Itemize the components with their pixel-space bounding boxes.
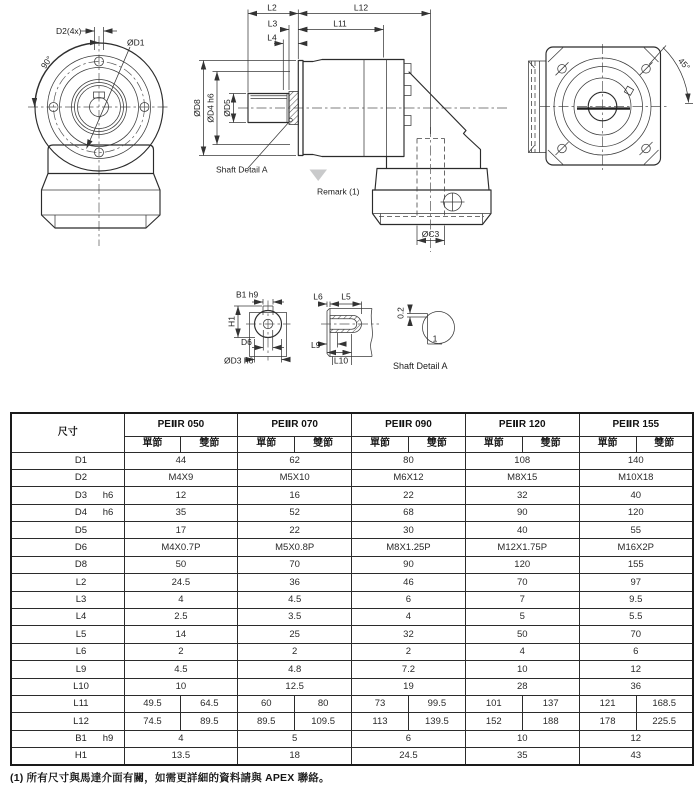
table-header-row <box>11 413 693 436</box>
row-label-cell <box>11 678 124 695</box>
dim-label-h1: H1 <box>226 316 237 327</box>
stage-header-cell: 雙節 <box>636 436 693 452</box>
dimension-code: B1 <box>75 733 87 745</box>
corner-header-cell: 尺寸 <box>11 413 124 452</box>
dimension-code: L5 <box>75 628 87 640</box>
dimension-code: L12 <box>73 715 89 727</box>
value-cell: 225.5 <box>636 713 693 730</box>
value-cell: 12 <box>579 661 693 678</box>
value-cell: 62 <box>238 452 352 469</box>
table-row <box>11 661 693 678</box>
value-cell: 49.5 <box>124 695 181 712</box>
dimension-table-section <box>10 412 694 766</box>
value-cell: 3.5 <box>238 609 352 626</box>
dimension-code: D6 <box>74 541 88 553</box>
stage-header-cell: 單節 <box>579 436 636 452</box>
value-cell: 140 <box>579 452 693 469</box>
dimension-code: D4 <box>74 507 88 519</box>
value-cell: 40 <box>579 487 693 504</box>
row-label-cell <box>11 487 124 504</box>
table-row <box>11 591 693 608</box>
row-label-cell <box>11 591 124 608</box>
table-row <box>11 609 693 626</box>
row-label-cell <box>11 469 124 486</box>
value-cell: 168.5 <box>636 695 693 712</box>
value-cell: 120 <box>579 504 693 521</box>
value-cell: 70 <box>579 626 693 643</box>
row-label-cell <box>11 695 124 712</box>
dimension-code: L6 <box>75 646 87 658</box>
row-label-cell <box>11 452 124 469</box>
dim-label-d2: D2(4x) <box>56 26 82 36</box>
dim-label-l10: L10 <box>333 355 349 366</box>
value-cell: 4 <box>465 643 579 660</box>
side-view <box>192 3 508 253</box>
value-cell: 74.5 <box>124 713 181 730</box>
dim-label-l5: L5 <box>341 291 351 302</box>
dim-label-d3: ØD3 h6 <box>224 355 254 366</box>
value-cell: 12 <box>579 730 693 747</box>
value-cell: 7 <box>465 591 579 608</box>
table-row <box>11 748 693 765</box>
value-cell: 36 <box>579 678 693 695</box>
value-cell: 99.5 <box>408 695 465 712</box>
value-cell: 36 <box>238 574 352 591</box>
value-cell: M8X1.25P <box>352 539 466 556</box>
row-label-cell <box>11 626 124 643</box>
value-cell: 120 <box>465 556 579 573</box>
value-cell: 12.5 <box>238 678 352 695</box>
stage-header-cell: 單節 <box>352 436 409 452</box>
shaft-detail-callout: Shaft Detail A <box>216 164 268 175</box>
value-cell: 155 <box>579 556 693 573</box>
table-row <box>11 695 693 712</box>
row-label-cell <box>11 609 124 626</box>
table-row <box>11 556 693 573</box>
value-cell: 22 <box>238 522 352 539</box>
value-cell: 2 <box>352 643 466 660</box>
value-cell: 12 <box>124 487 238 504</box>
remark-label: Remark (1) <box>317 186 360 197</box>
dim-label-l2: L2 <box>267 2 277 13</box>
value-cell: M12X1.75P <box>465 539 579 556</box>
value-cell: 10 <box>465 661 579 678</box>
value-cell: 50 <box>124 556 238 573</box>
table-row <box>11 678 693 695</box>
dimension-code: L2 <box>75 576 87 588</box>
row-label-cell <box>11 522 124 539</box>
row-label-cell <box>11 643 124 660</box>
value-cell: 17 <box>124 522 238 539</box>
tolerance-label: h9 <box>102 733 114 745</box>
dimension-code: H1 <box>74 750 88 762</box>
value-cell: 5.5 <box>579 609 693 626</box>
dim-label-c3: ØC3 <box>421 229 440 239</box>
value-cell: 4.5 <box>124 661 238 678</box>
table-row <box>11 539 693 556</box>
value-cell: 6 <box>579 643 693 660</box>
value-cell: 70 <box>238 556 352 573</box>
stage-header-cell: 單節 <box>465 436 522 452</box>
value-cell: 28 <box>465 678 579 695</box>
tolerance-label: h6 <box>102 507 114 519</box>
dim-label-l9: L9 <box>311 340 321 350</box>
dimension-code: L10 <box>73 681 89 693</box>
dim-label-d5: ØD5 <box>222 99 232 117</box>
dim-label-d8: ØD8 <box>192 99 202 117</box>
dim-label-d1: ØD1 <box>127 37 145 48</box>
stage-header-cell: 雙節 <box>522 436 579 452</box>
value-cell: 109.5 <box>295 713 352 730</box>
value-cell: 50 <box>465 626 579 643</box>
stage-header-cell: 雙節 <box>408 436 465 452</box>
value-cell: M8X15 <box>465 469 579 486</box>
value-cell: 2.5 <box>124 609 238 626</box>
value-cell: 22 <box>352 487 466 504</box>
dimension-code: L11 <box>73 698 89 710</box>
value-cell: 137 <box>522 695 579 712</box>
value-cell: 18 <box>238 748 352 765</box>
series-header-cell: PEⅡR 090 <box>352 413 466 436</box>
row-label-cell <box>11 748 124 765</box>
value-cell: 121 <box>579 695 636 712</box>
row-label-cell <box>11 574 124 591</box>
dim-label-d4: ØD4 h6 <box>205 93 216 123</box>
value-cell: 68 <box>352 504 466 521</box>
value-cell: 4.5 <box>238 591 352 608</box>
value-cell: 43 <box>579 748 693 765</box>
value-cell: 14 <box>124 626 238 643</box>
value-cell: 188 <box>522 713 579 730</box>
value-cell: 32 <box>465 487 579 504</box>
value-cell: 152 <box>465 713 522 730</box>
value-cell: 97 <box>579 574 693 591</box>
dim-label-l3: L3 <box>267 18 278 29</box>
value-cell: 113 <box>352 713 409 730</box>
dim-label-l12: L12 <box>353 2 369 13</box>
value-cell: 4.8 <box>238 661 352 678</box>
table-row <box>11 452 693 469</box>
value-cell: 5 <box>465 609 579 626</box>
value-cell: 90 <box>465 504 579 521</box>
table-row <box>11 522 693 539</box>
footnote: (1) 所有尺寸與馬達介面有關，如需更詳細的資料請與 APEX 聯絡。 <box>10 772 330 784</box>
row-label-cell <box>11 713 124 730</box>
remark-triangle-icon <box>310 170 328 182</box>
dim-label-l4: L4 <box>267 32 277 43</box>
series-header-cell: PEⅡR 050 <box>124 413 238 436</box>
value-cell: 19 <box>352 678 466 695</box>
value-cell: M5X0.8P <box>238 539 352 556</box>
value-cell: 139.5 <box>408 713 465 730</box>
value-cell: 60 <box>238 695 295 712</box>
dimension-table <box>10 412 694 766</box>
dimension-code: D2 <box>74 472 88 484</box>
key-slot-detail <box>311 292 379 366</box>
value-cell: 5 <box>238 730 352 747</box>
series-header-cell: PEⅡR 155 <box>579 413 693 436</box>
value-cell: 16 <box>238 487 352 504</box>
value-cell: 10 <box>124 678 238 695</box>
row-label-cell <box>11 504 124 521</box>
value-cell: 7.2 <box>352 661 466 678</box>
value-cell: 55 <box>579 522 693 539</box>
value-cell: 25 <box>238 626 352 643</box>
table-row <box>11 469 693 486</box>
dim-label-b1: B1 h9 <box>236 289 259 300</box>
dim-label-l11: L11 <box>333 18 347 29</box>
stage-header-cell: 雙節 <box>295 436 352 452</box>
value-cell: 6 <box>352 591 466 608</box>
value-cell: 24.5 <box>352 748 466 765</box>
value-cell: 101 <box>465 695 522 712</box>
value-cell: M6X12 <box>352 469 466 486</box>
value-cell: M10X18 <box>579 469 693 486</box>
value-cell: 73 <box>352 695 409 712</box>
value-cell: M16X2P <box>579 539 693 556</box>
value-cell: 35 <box>465 748 579 765</box>
value-cell: 44 <box>124 452 238 469</box>
row-label-cell <box>11 539 124 556</box>
row-label-cell <box>11 730 124 747</box>
front-view <box>28 26 170 246</box>
rear-view <box>529 44 694 170</box>
value-cell: 13.5 <box>124 748 238 765</box>
value-cell: 64.5 <box>181 695 238 712</box>
series-header-cell: PEⅡR 120 <box>465 413 579 436</box>
table-row <box>11 574 693 591</box>
value-cell: 89.5 <box>181 713 238 730</box>
value-cell: 9.5 <box>579 591 693 608</box>
dimension-code: L4 <box>75 611 87 623</box>
value-cell: 90 <box>352 556 466 573</box>
stage-header-cell: 雙節 <box>181 436 238 452</box>
value-cell: M5X10 <box>238 469 352 486</box>
dimension-code: D8 <box>74 559 88 571</box>
value-cell: 178 <box>579 713 636 730</box>
dimension-code: D3 <box>74 489 88 501</box>
value-cell: 46 <box>352 574 466 591</box>
value-cell: 70 <box>465 574 579 591</box>
series-header-cell: PEⅡR 070 <box>238 413 352 436</box>
dim-label-d6: D6 <box>241 337 252 347</box>
dimension-code: D1 <box>74 454 88 466</box>
value-cell: 40 <box>465 522 579 539</box>
table-row <box>11 504 693 521</box>
dimension-code: L3 <box>75 594 87 606</box>
row-label-cell <box>11 661 124 678</box>
value-cell: 2 <box>124 643 238 660</box>
shaft-detail-a <box>393 306 455 372</box>
value-cell: 35 <box>124 504 238 521</box>
value-cell: 4 <box>352 609 466 626</box>
tolerance-label: h6 <box>102 489 114 501</box>
table-row <box>11 487 693 504</box>
value-cell: 108 <box>465 452 579 469</box>
dimension-code: L9 <box>75 663 87 675</box>
value-cell: 89.5 <box>238 713 295 730</box>
dim-label-l6: L6 <box>313 291 323 302</box>
dimension-code: D5 <box>74 524 88 536</box>
dim-label-step: 0.2 <box>395 307 406 319</box>
value-cell: 32 <box>352 626 466 643</box>
value-cell: 80 <box>352 452 466 469</box>
stage-header-cell: 單節 <box>238 436 295 452</box>
value-cell: 10 <box>465 730 579 747</box>
shaft-detail-caption: Shaft Detail A <box>393 361 448 371</box>
table-row <box>11 626 693 643</box>
dim-label-45deg: 45° <box>676 55 693 73</box>
value-cell: 24.5 <box>124 574 238 591</box>
table-row <box>11 713 693 730</box>
stage-header-cell: 單節 <box>124 436 181 452</box>
value-cell: 4 <box>124 730 238 747</box>
table-row <box>11 730 693 747</box>
value-cell: 30 <box>352 522 466 539</box>
dim-label-one: 1 <box>432 333 438 344</box>
value-cell: 80 <box>295 695 352 712</box>
value-cell: 2 <box>238 643 352 660</box>
row-label-cell <box>11 556 124 573</box>
value-cell: M4X9 <box>124 469 238 486</box>
shaft-cross-section-detail <box>224 290 291 366</box>
value-cell: 4 <box>124 591 238 608</box>
value-cell: M4X0.7P <box>124 539 238 556</box>
value-cell: 52 <box>238 504 352 521</box>
value-cell: 6 <box>352 730 466 747</box>
table-row <box>11 643 693 660</box>
dim-label-90deg: 90° <box>38 54 55 71</box>
